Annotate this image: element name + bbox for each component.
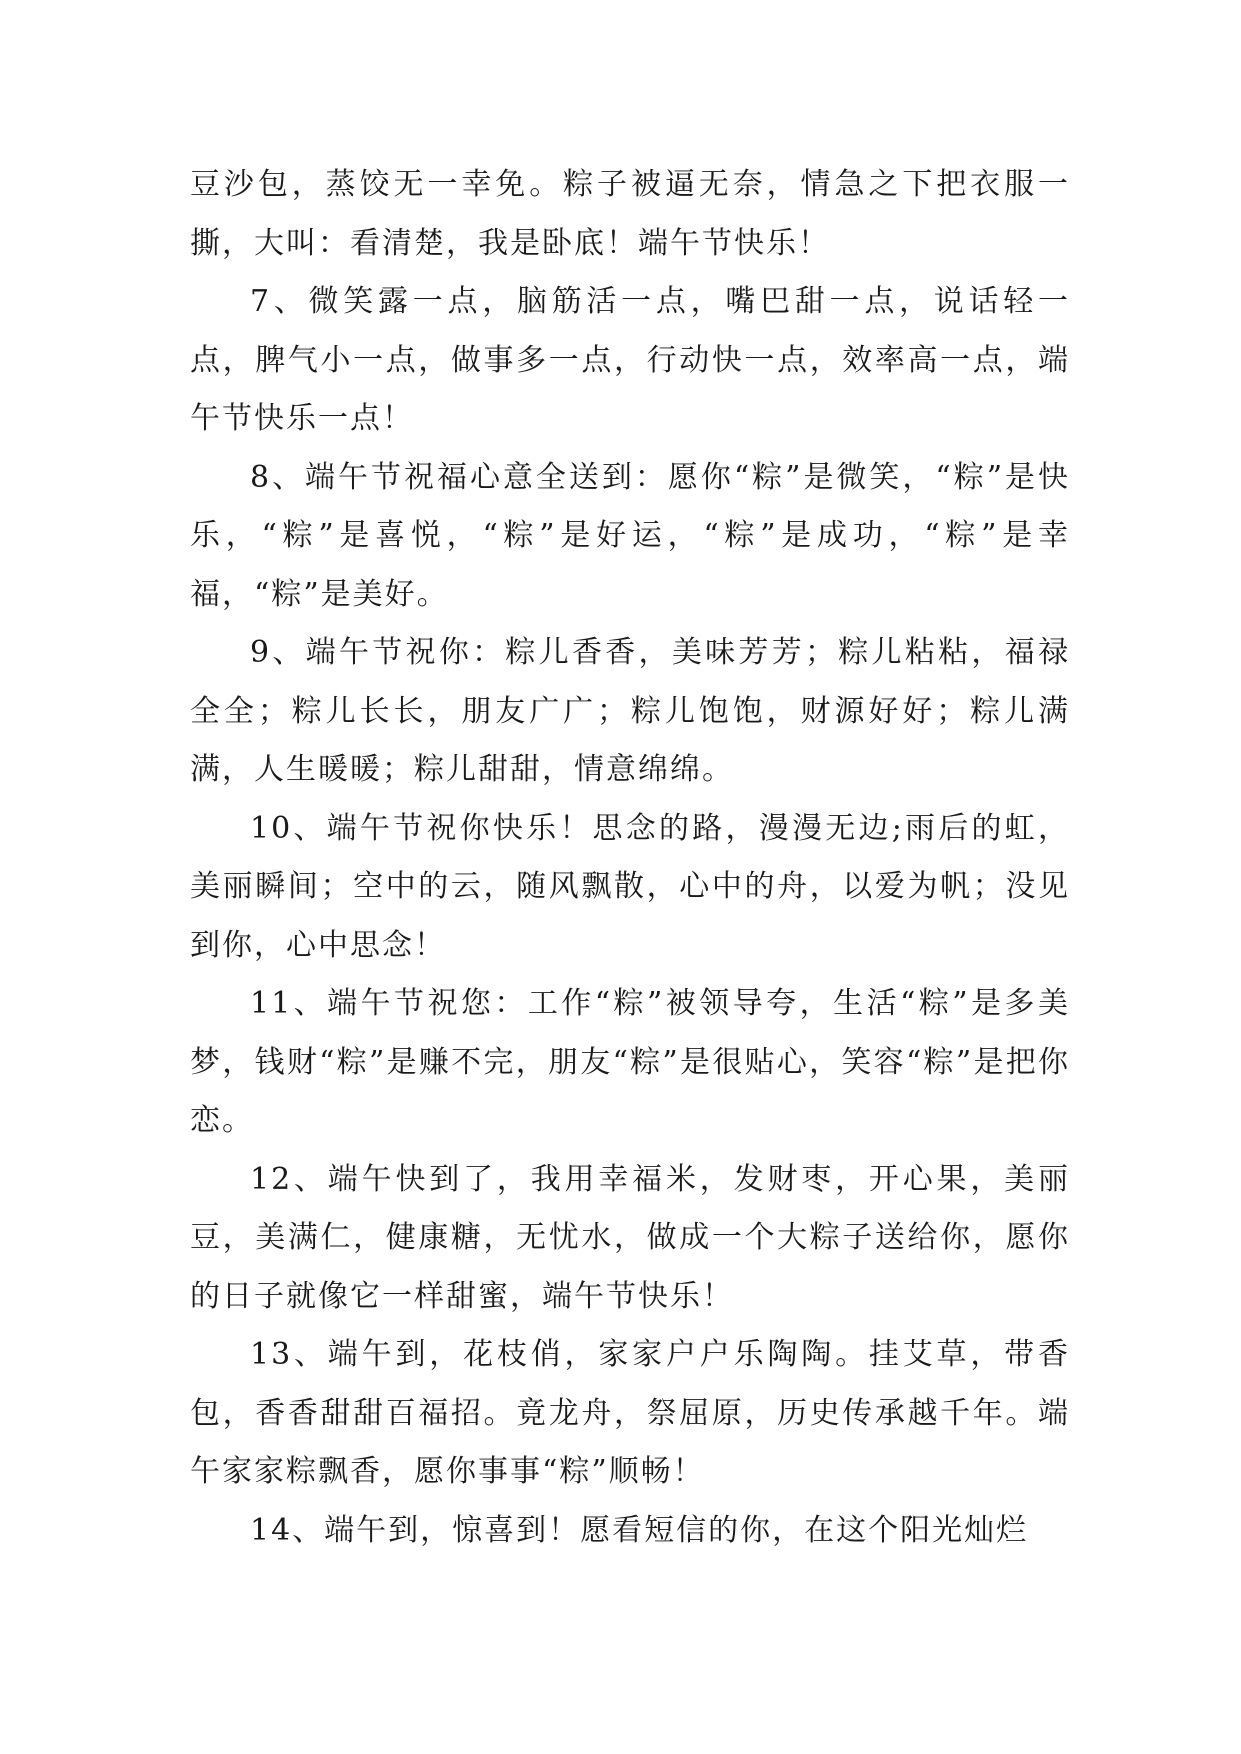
paragraph-item-9: 9、端午节祝你：粽儿香香，美味芳芳；粽儿粘粘，福禄全全；粽儿长长，朋友广广；粽儿饱饱，财源好好；粽儿满满，人生暖暖；粽儿甜甜，情意绵绵。	[190, 635, 1070, 787]
paragraph-item-7: 7、微笑露一点，脑筋活一点，嘴巴甜一点，说话轻一点，脾气小一点，做事多一点，行动快一点，效率高一点，端午节快乐一点！	[190, 284, 1070, 436]
paragraph-continued: 豆沙包，蒸饺无一幸免。粽子被逼无奈，情急之下把衣服一撕，大叫：看清楚，我是卧底！端午节快乐！	[190, 167, 1070, 261]
paragraph-item-10: 10、端午节祝你快乐！思念的路，漫漫无边;雨后的虹，美丽瞬间；空中的云，随风飘散，心中的舟，以爱为帆；没见到你，心中思念！	[190, 810, 1070, 963]
paragraph-item-12: 12、端午快到了，我用幸福米，发财枣，开心果，美丽豆，美满仁，健康糖，无忧水，做成一个大粽子送给你，愿你的日子就像它一样甜蜜，端午节快乐！	[190, 1161, 1070, 1314]
paragraph-item-13: 13、端午到，花枝俏，家家户户乐陶陶。挂艾草，带香包，香香甜甜百福招。竟龙舟，祭屈原，历史传承越千年。端午家家粽飘香，愿你事事“粽”顺畅！	[190, 1337, 1070, 1489]
document-body	[190, 156, 1070, 1560]
paragraph-item-8: 8、端午节祝福心意全送到：愿你“粽”是微笑，“粽”是快乐，“粽”是喜悦，“粽”是好运，“粽”是成功，“粽”是幸福，“粽”是美好。	[190, 459, 1070, 612]
paragraph-item-11: 11、端午节祝您：工作“粽”被领导夸，生活“粽”是多美梦，钱财“粽”是赚不完，朋友“粽”是很贴心，笑容“粽”是把你恋。	[190, 986, 1070, 1138]
paragraph-item-14: 14、端午到，惊喜到！愿看短信的你，在这个阳光灿烂	[250, 1512, 1029, 1548]
